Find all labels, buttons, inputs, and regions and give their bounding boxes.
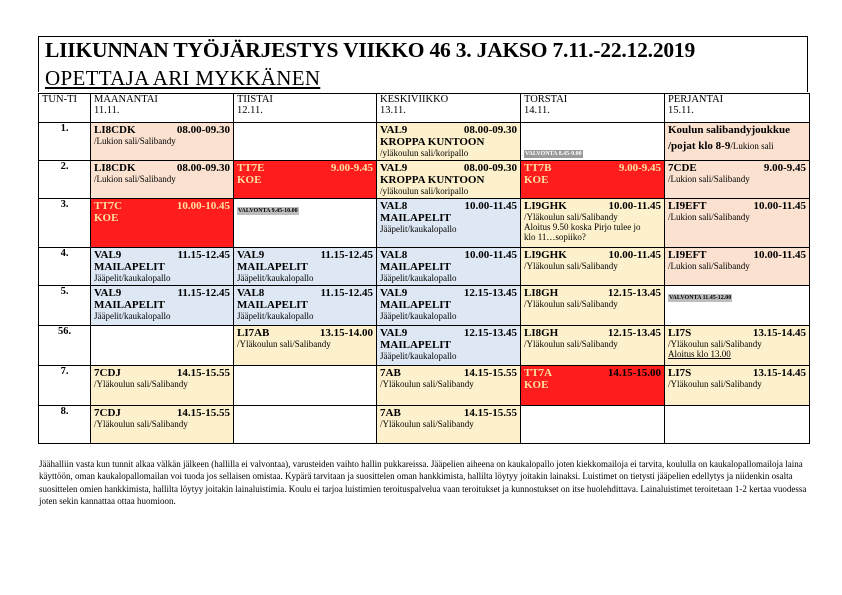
team-group: /pojat klo 8-9 xyxy=(668,140,731,152)
lesson-cell xyxy=(521,286,665,326)
class-code: VAL8 xyxy=(380,200,408,212)
class-code: LI7AB xyxy=(237,327,270,339)
lesson-time: 10.00-11.45 xyxy=(464,249,517,261)
period-row-4 xyxy=(39,248,810,286)
day-date: 14.11. xyxy=(524,105,550,116)
lesson-topic: KROPPA KUNTOON xyxy=(380,174,485,186)
lesson-topic: MAILAPELIT xyxy=(94,299,165,311)
lesson-time: 9.00-9.45 xyxy=(618,162,661,174)
lesson-topic: MAILAPELIT xyxy=(94,261,165,273)
exam-label: KOE xyxy=(524,174,549,186)
lesson-time: 10.00-11.45 xyxy=(753,200,806,212)
empty-cell xyxy=(234,366,377,406)
period-row-8 xyxy=(39,406,810,444)
lesson-time: 13.15-14.45 xyxy=(752,367,806,379)
lesson-topic: KROPPA KUNTOON xyxy=(380,136,485,148)
class-code: 7CDE xyxy=(668,162,697,174)
day-header-friday xyxy=(665,94,810,123)
lesson-time: 10.00-11.45 xyxy=(608,200,661,212)
lesson-cell xyxy=(521,199,665,248)
lesson-location: /Yläkoulun sali/Salibandy xyxy=(524,339,618,349)
exam-cell xyxy=(521,366,665,406)
class-code: TT7A xyxy=(524,367,553,379)
lesson-topic: MAILAPELIT xyxy=(380,299,451,311)
lesson-cell xyxy=(377,286,521,326)
supervision-badge: VALVONTA 11.45-12.00 xyxy=(669,295,732,301)
lesson-cell xyxy=(665,123,810,161)
period-number: 5. xyxy=(39,286,91,326)
lesson-time: 11.15-12.45 xyxy=(177,287,230,299)
tunti-header: TUN-TI xyxy=(39,94,91,123)
duty-cell xyxy=(234,199,377,248)
lesson-location: /Yläkoulun sali/Salibandy xyxy=(668,339,762,349)
supervision-badge: VALVONTA 8.45-9.00 xyxy=(525,151,582,157)
lesson-location: /Lukion sali/Salibandy xyxy=(94,136,176,146)
period-number: 56. xyxy=(39,326,91,366)
lesson-cell xyxy=(377,123,521,161)
class-code: VAL9 xyxy=(94,287,122,299)
period-row-2 xyxy=(39,161,810,199)
day-date: 15.11. xyxy=(668,105,694,116)
team-name: Koulun salibandyjoukkue xyxy=(668,124,790,136)
class-code: LI9EFT xyxy=(668,200,707,212)
lesson-cell xyxy=(377,161,521,199)
lesson-cell xyxy=(521,326,665,366)
class-code: LI8CDK xyxy=(94,162,136,174)
lesson-time: 14.15-15.55 xyxy=(176,367,230,379)
lesson-location: Jääpelit/kaukalopallo xyxy=(380,224,457,234)
class-code: VAL8 xyxy=(237,287,265,299)
lesson-time: 08.00-09.30 xyxy=(463,124,517,136)
header-row xyxy=(39,94,810,123)
lesson-cell xyxy=(377,406,521,444)
lesson-location: Jääpelit/kaukalopallo xyxy=(94,311,171,321)
empty-cell xyxy=(521,406,665,444)
lesson-time: 13.15-14.00 xyxy=(319,327,373,339)
lesson-time: 08.00-09.30 xyxy=(176,124,230,136)
lesson-time: 13.15-14.45 xyxy=(752,327,806,339)
lesson-location: /Yläkoulun sali/Salibandy xyxy=(380,379,474,389)
lesson-location: /Yläkoulun sali/Salibandy xyxy=(524,261,618,271)
period-number: 8. xyxy=(39,406,91,444)
lesson-cell xyxy=(234,248,377,286)
class-code: VAL9 xyxy=(380,327,408,339)
lesson-cell xyxy=(665,199,810,248)
duty-cell xyxy=(665,286,810,326)
lesson-location: /Lukion sali xyxy=(730,141,774,151)
lesson-time: 14.15-15.00 xyxy=(607,367,661,379)
empty-cell xyxy=(234,123,377,161)
day-name: MAANANTAI xyxy=(94,94,158,105)
lesson-cell xyxy=(377,248,521,286)
lesson-cell xyxy=(234,286,377,326)
lesson-location: /Lukion sali/Salibandy xyxy=(668,212,750,222)
class-code: TT7B xyxy=(524,162,552,174)
lesson-time: 12.15-13.45 xyxy=(463,287,517,299)
lesson-cell xyxy=(91,161,234,199)
lesson-location: Jääpelit/kaukalopallo xyxy=(380,311,457,321)
lesson-note: klo 11…sopiiko? xyxy=(524,232,586,242)
day-header-wednesday xyxy=(377,94,521,123)
lesson-cell xyxy=(91,123,234,161)
class-code: 7AB xyxy=(380,367,401,379)
exam-label: KOE xyxy=(237,174,262,186)
lesson-topic: MAILAPELIT xyxy=(380,339,451,351)
lesson-cell xyxy=(665,248,810,286)
page-title: LIIKUNNAN TYÖJÄRJESTYS VIIKKO 46 3. JAKSO 7.11.-22.12.2019 xyxy=(45,38,696,62)
class-code: VAL9 xyxy=(380,162,408,174)
class-code: LI9EFT xyxy=(668,249,707,261)
exam-cell xyxy=(234,161,377,199)
class-code: LI7S xyxy=(668,367,692,379)
title-box xyxy=(38,36,808,92)
lesson-location: /Yläkoulun sali/Salibandy xyxy=(524,212,618,222)
day-date: 13.11. xyxy=(380,105,406,116)
empty-cell xyxy=(665,406,810,444)
class-code: LI8CDK xyxy=(94,124,136,136)
lesson-location: /Yläkoulun sali/Salibandy xyxy=(668,379,762,389)
exam-label: KOE xyxy=(524,379,549,391)
class-code: LI8GH xyxy=(524,287,559,299)
period-number: 2. xyxy=(39,161,91,199)
lesson-cell xyxy=(234,326,377,366)
period-row-7 xyxy=(39,366,810,406)
lesson-time: 08.00-09.30 xyxy=(176,162,230,174)
lesson-time: 10.00-11.45 xyxy=(608,249,661,261)
lesson-time: 08.00-09.30 xyxy=(463,162,517,174)
lesson-time: 10.00-11.45 xyxy=(753,249,806,261)
exam-cell xyxy=(521,161,665,199)
lesson-time: 10.00-11.45 xyxy=(464,200,517,212)
empty-cell xyxy=(91,326,234,366)
lesson-cell xyxy=(91,406,234,444)
lesson-time: 11.15-12.45 xyxy=(320,287,373,299)
schedule-table xyxy=(38,93,810,444)
lesson-note: Aloitus klo 13.00 xyxy=(668,349,731,359)
lesson-topic: MAILAPELIT xyxy=(237,261,308,273)
lesson-time: 12.15-13.45 xyxy=(463,327,517,339)
lesson-location: /Yläkoulun sali/Salibandy xyxy=(237,339,331,349)
lesson-topic: MAILAPELIT xyxy=(237,299,308,311)
lesson-time: 12.15-13.45 xyxy=(607,287,661,299)
lesson-time: 12.15-13.45 xyxy=(607,327,661,339)
lesson-time: 11.15-12.45 xyxy=(177,249,230,261)
lesson-location: /Lukion sali/Salibandy xyxy=(668,174,750,184)
lesson-cell xyxy=(377,326,521,366)
class-code: VAL9 xyxy=(94,249,122,261)
day-name: TORSTAI xyxy=(524,94,568,105)
lesson-cell xyxy=(665,326,810,366)
lesson-time: 9.00-9.45 xyxy=(763,162,806,174)
class-code: LI7S xyxy=(668,327,692,339)
lesson-note: Aloitus 9.50 koska Pirjo tulee jo xyxy=(524,222,641,232)
period-row-5 xyxy=(39,286,810,326)
lesson-location: /Lukion sali/Salibandy xyxy=(668,261,750,271)
lesson-location: /Yläkoulun sali/Salibandy xyxy=(380,419,474,429)
class-code: 7CDJ xyxy=(94,407,121,419)
teacher-name: OPETTAJA ARI MYKKÄNEN xyxy=(45,66,321,90)
exam-label: KOE xyxy=(94,212,119,224)
duty-cell xyxy=(521,123,665,161)
lesson-time: 14.15-15.55 xyxy=(463,367,517,379)
day-date: 11.11. xyxy=(94,105,120,116)
footer-notes: Jäähalliin vasta kun tunnit alkaa välkän jälkeen (hallilla ei valvontaa), varusteiden vaihto hallin pukkareissa. Jääpelien aiheena on kaukalopallo joten kiekkomailoja ei tarvita, koululla on kaukalopallomailoja laina käyttöön, oman kaukalopallomailan voi tuoda jos sellaisen omistaa. Kypärä tarvitaan ja suosittelen oman hankkimista, hallilta löytyy joitakin lainaksi. Luistimet on tietysti jääpelien edellytys ja niidenkin osalta suosittelen omien hankkimista, hallilta löytyy joitakin lainaluistimia. Koulu ei tarjoa luistimien teroituspalvelua vaan teroitukset ja kunnostukset on itse huolehdittava. Lainaluistimet teroitetaan 1-2 kertaa vuodessa joten sekin kannattaa ottaa huomioon. xyxy=(39,459,807,507)
lesson-time: 9.00-9.45 xyxy=(330,162,373,174)
lesson-location: Jääpelit/kaukalopallo xyxy=(380,351,457,361)
lesson-location: /Yläkoulun sali/Salibandy xyxy=(94,419,188,429)
lesson-cell xyxy=(521,248,665,286)
lesson-location: Jääpelit/kaukalopallo xyxy=(94,273,171,283)
lesson-location: /yläkoulun sali/koripallo xyxy=(380,186,469,196)
lesson-location: Jääpelit/kaukalopallo xyxy=(380,273,457,283)
day-header-monday xyxy=(91,94,234,123)
day-header-thursday xyxy=(521,94,665,123)
lesson-cell xyxy=(91,366,234,406)
lesson-time: 14.15-15.55 xyxy=(463,407,517,419)
lesson-topic: MAILAPELIT xyxy=(380,261,451,273)
lesson-cell xyxy=(665,366,810,406)
lesson-time: 11.15-12.45 xyxy=(320,249,373,261)
lesson-location: Jääpelit/kaukalopallo xyxy=(237,273,314,283)
lesson-cell xyxy=(91,248,234,286)
lesson-cell xyxy=(377,366,521,406)
period-number: 3. xyxy=(39,199,91,248)
lesson-time: 14.15-15.55 xyxy=(176,407,230,419)
day-name: TIISTAI xyxy=(237,94,273,105)
lesson-location: Jääpelit/kaukalopallo xyxy=(237,311,314,321)
class-code: VAL9 xyxy=(380,287,408,299)
class-code: VAL9 xyxy=(380,124,408,136)
period-row-56 xyxy=(39,326,810,366)
lesson-location: /Lukion sali/Salibandy xyxy=(94,174,176,184)
period-number: 4. xyxy=(39,248,91,286)
class-code: 7AB xyxy=(380,407,401,419)
class-code: TT7C xyxy=(94,200,123,212)
class-code: TT7E xyxy=(237,162,265,174)
period-number: 1. xyxy=(39,123,91,161)
day-header-tuesday xyxy=(234,94,377,123)
lesson-location: /yläkoulun sali/koripallo xyxy=(380,148,469,158)
day-date: 12.11. xyxy=(237,105,263,116)
lesson-cell xyxy=(377,199,521,248)
supervision-badge: VALVONTA 9.45-10.00 xyxy=(238,208,298,214)
period-row-1 xyxy=(39,123,810,161)
empty-cell xyxy=(234,406,377,444)
class-code: LI9GHK xyxy=(524,200,567,212)
lesson-topic: MAILAPELIT xyxy=(380,212,451,224)
class-code: LI9GHK xyxy=(524,249,567,261)
class-code: LI8GH xyxy=(524,327,559,339)
class-code: VAL9 xyxy=(237,249,265,261)
lesson-location: /Yläkoulun sali/Salibandy xyxy=(94,379,188,389)
lesson-cell xyxy=(91,286,234,326)
day-name: PERJANTAI xyxy=(668,94,724,105)
lesson-cell xyxy=(665,161,810,199)
period-row-3 xyxy=(39,199,810,248)
exam-cell xyxy=(91,199,234,248)
class-code: VAL8 xyxy=(380,249,408,261)
lesson-location: /Yläkoulun sali/Salibandy xyxy=(524,299,618,309)
class-code: 7CDJ xyxy=(94,367,121,379)
day-name: KESKIVIIKKO xyxy=(380,94,449,105)
lesson-time: 10.00-10.45 xyxy=(176,200,230,212)
period-number: 7. xyxy=(39,366,91,406)
